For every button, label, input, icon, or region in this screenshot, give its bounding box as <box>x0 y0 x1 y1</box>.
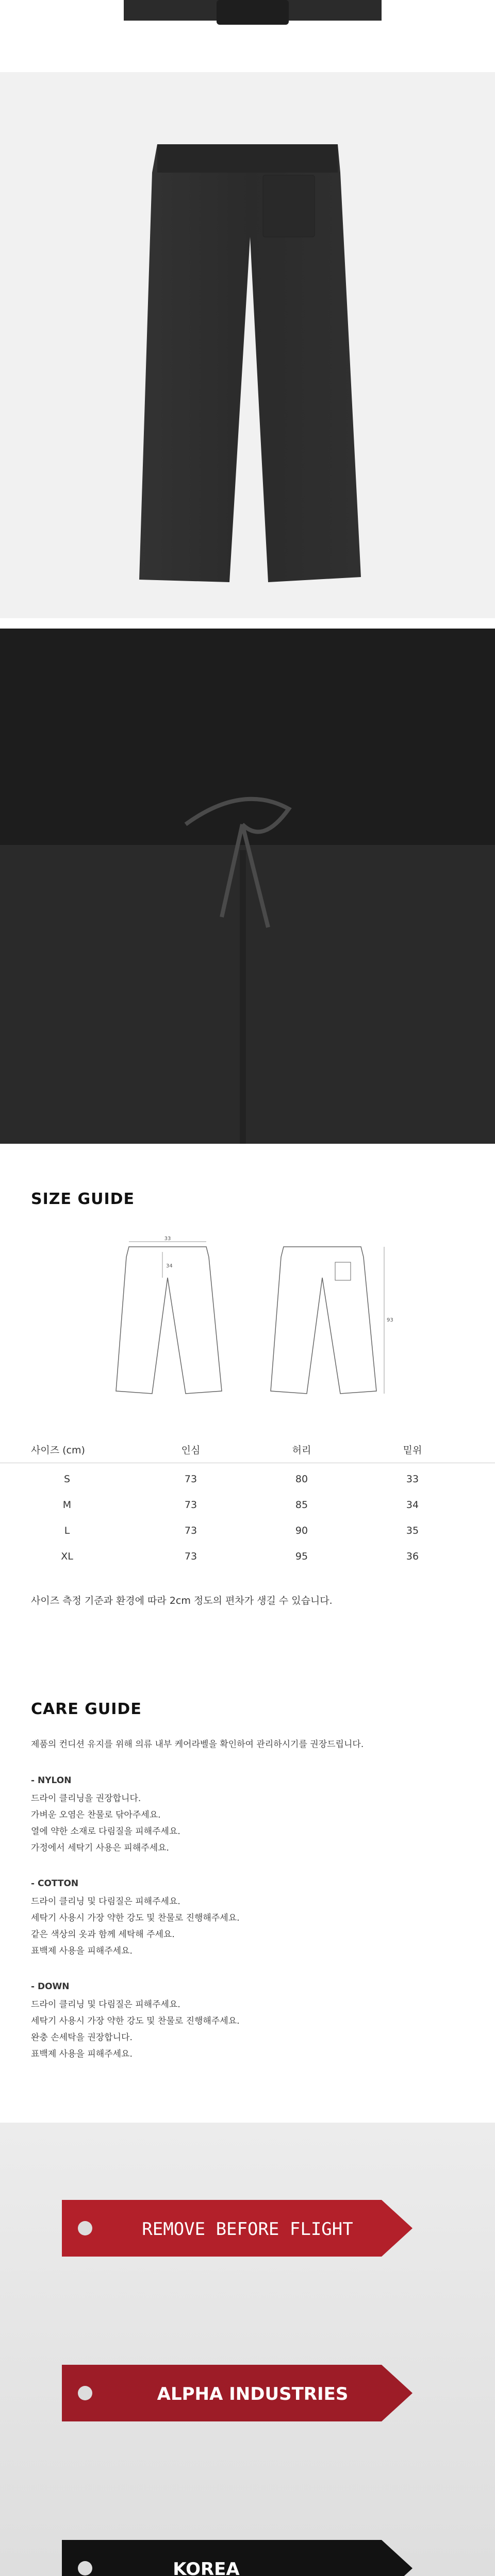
care-line: 세탁기 사용시 가장 약한 강도 및 찬물로 진행해주세요. <box>31 1913 240 1923</box>
care-line: 드라이 클리닝 및 다림질은 피해주세요. <box>31 1896 180 1907</box>
size-row: S 73 80 33 <box>63 1473 419 1485</box>
tag-1-text: REMOVE BEFORE FLIGHT <box>142 2219 353 2240</box>
care-line: 완충 손세탁을 권장합니다. <box>31 2032 133 2043</box>
tags-image <box>0 2123 495 2576</box>
care-guide-title: CARE GUIDE <box>31 1700 142 1718</box>
diagram-length-label: 93 <box>387 1317 393 1323</box>
care-line: 같은 색상의 옷과 함께 세탁해 주세요. <box>31 1929 175 1940</box>
care-line: 열에 약한 소재로 다림질을 피해주세요. <box>31 1826 180 1837</box>
diagram-rise-label: 34 <box>166 1263 173 1269</box>
tag-3-text: KOREA <box>173 2559 240 2576</box>
diagram-waist-label: 33 <box>164 1236 171 1242</box>
pants-full-photo <box>0 72 495 618</box>
size-row: M 73 85 34 <box>62 1499 419 1511</box>
waistband-detail-photo <box>0 629 495 1144</box>
product-photo-top <box>0 0 495 28</box>
care-section-nylon: - NYLON <box>31 1775 72 1786</box>
care-line: 가벼운 오염은 찬물로 닦아주세요. <box>31 1810 161 1820</box>
care-section-down: - DOWN <box>31 1981 70 1992</box>
care-intro: 제품의 컨디션 유지를 위해 의류 내부 케어라벨을 확인하여 관리하시기를 권장드립니다. <box>31 1739 364 1750</box>
care-line: 표백제 사용을 피해주세요. <box>31 2049 133 2059</box>
tags-photo <box>0 2123 495 2576</box>
pants-image <box>0 72 495 618</box>
care-line: 드라이 클리닝 및 다림질은 피해주세요. <box>31 1999 180 2010</box>
care-section-cotton: - COTTON <box>31 1878 79 1889</box>
size-table-header: 사이즈 (cm) 인심 허리 밑위 <box>0 1443 495 1463</box>
care-line: 가정에서 세탁기 사용은 피해주세요. <box>31 1843 169 1853</box>
size-row: XL 73 95 36 <box>61 1551 419 1562</box>
tag-2-text: ALPHA INDUSTRIES <box>157 2384 349 2404</box>
size-diagram <box>108 1236 393 1406</box>
size-note: 사이즈 측정 기준과 환경에 따라 2cm 정도의 편차가 생길 수 있습니다. <box>31 1595 333 1606</box>
care-line: 드라이 클리닝을 권장합니다. <box>31 1793 141 1804</box>
waistband-image <box>0 629 495 1144</box>
care-line: 표백제 사용을 피해주세요. <box>31 1946 133 1956</box>
care-line: 세탁기 사용시 가장 약한 강도 및 찬물로 진행해주세요. <box>31 2016 240 2026</box>
size-row: L 73 90 35 <box>64 1525 419 1536</box>
size-guide-title: SIZE GUIDE <box>31 1190 135 1208</box>
jacket-bottom-image <box>0 0 495 28</box>
